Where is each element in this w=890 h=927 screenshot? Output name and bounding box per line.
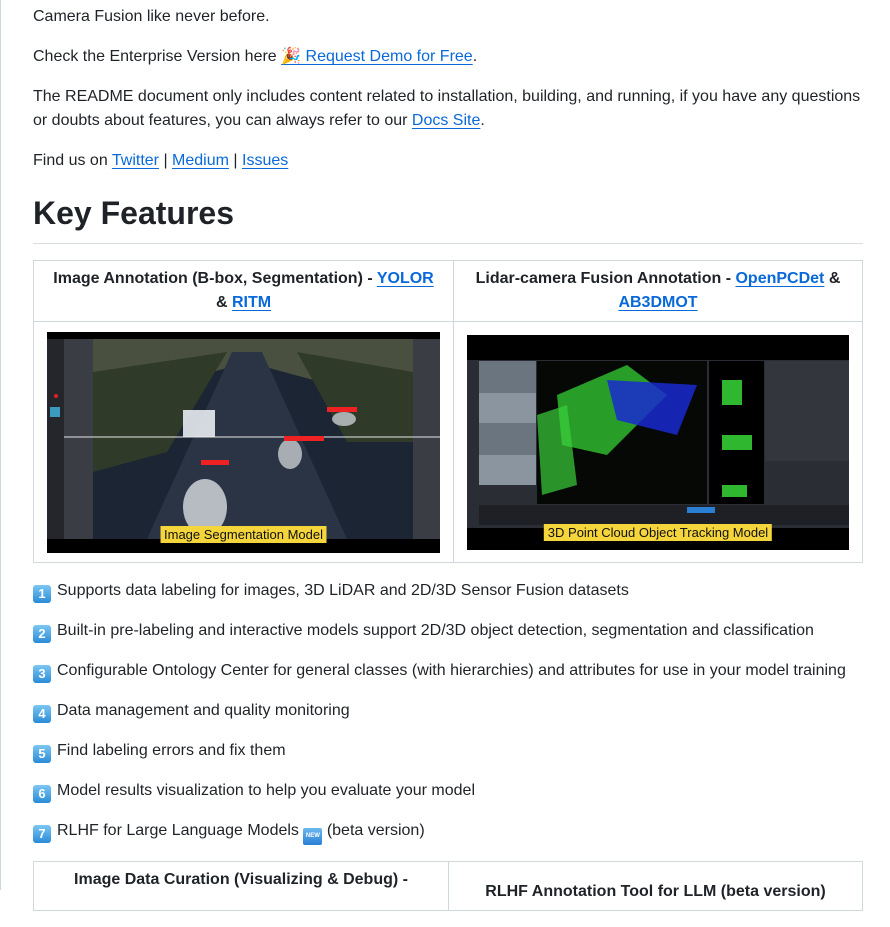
keycap-4-icon: 4 [33, 705, 51, 723]
medium-link[interactable]: Medium [172, 152, 229, 169]
image-segmentation-demo-gif[interactable] [47, 332, 440, 553]
keycap-7-icon: 7 [33, 825, 51, 843]
lidar-fusion-header: Lidar-camera Fusion Annotation - OpenPCDet & AB3DMOT [454, 261, 863, 322]
point-cloud-tracking-demo-gif[interactable] [467, 335, 849, 550]
rlhf-annotation-header: RLHF Annotation Tool for LLM (beta version) [449, 862, 863, 911]
intro-text: Camera Fusion like never before. [33, 8, 270, 25]
party-popper-icon: 🎉 [281, 48, 302, 65]
ritm-link[interactable]: RITM [231, 294, 272, 311]
keycap-2-icon: 2 [33, 625, 51, 643]
image-segmentation-caption: Image Segmentation Model [160, 526, 327, 543]
features-demo-table-2 [33, 861, 863, 911]
find-us-paragraph: Find us on Twitter | Medium | Issues [33, 152, 289, 169]
feature-item: 5 Find labeling errors and fix them [33, 739, 863, 763]
feature-item: 2 Built-in pre-labeling and interactive models support 2D/3D object detection, segmentation and classification [33, 619, 863, 643]
readme-content [33, 0, 863, 927]
features-demo-table [33, 260, 863, 563]
key-features-heading: Key Features [33, 193, 863, 244]
feature-item: 6 Model results visualization to help you evaluate your model [33, 779, 863, 803]
enterprise-paragraph: Check the Enterprise Version here 🎉 Request Demo for Free. [33, 48, 478, 65]
ab3dmot-link[interactable]: AB3DMOT [618, 294, 698, 311]
enterprise-text: Check the Enterprise Version here [33, 48, 282, 65]
yolor-link[interactable]: YOLOR [376, 270, 434, 287]
openpcdet-link[interactable]: OpenPCDet [735, 270, 825, 287]
issues-link[interactable]: Issues [242, 152, 289, 169]
keycap-3-icon: 3 [33, 665, 51, 683]
keycap-6-icon: 6 [33, 785, 51, 803]
readme-paragraph: The README document only includes content related to installation, building, and running, if you have any questions or doubts about features, you can always refer to our Docs Site. [33, 88, 861, 129]
segmentation-demo-cell [34, 322, 454, 563]
docs-site-link[interactable]: Docs Site [411, 112, 481, 129]
twitter-link[interactable]: Twitter [111, 152, 159, 169]
image-annotation-header: Image Annotation (B-box, Segmentation) - YOLOR & RITM [34, 261, 454, 322]
feature-item: 3 Configurable Ontology Center for general classes (with hierarchies) and attributes for use in your model training [33, 659, 863, 683]
feature-item: 4 Data management and quality monitoring [33, 699, 863, 723]
keycap-5-icon: 5 [33, 745, 51, 763]
new-badge-icon: NEW [303, 828, 322, 845]
feature-list [33, 579, 863, 845]
page-left-border [0, 0, 1, 890]
point-cloud-demo-cell [454, 322, 863, 563]
request-demo-link[interactable]: 🎉 Request Demo for Free [281, 48, 473, 65]
keycap-1-icon: 1 [33, 585, 51, 603]
image-data-curation-header: Image Data Curation (Visualizing & Debug) - [34, 862, 449, 911]
feature-item: 7 RLHF for Large Language Models NEW (beta version) [33, 819, 863, 845]
point-cloud-caption: 3D Point Cloud Object Tracking Model [544, 524, 772, 541]
feature-item: 1 Supports data labeling for images, 3D LiDAR and 2D/3D Sensor Fusion datasets [33, 579, 863, 603]
intro-paragraph [33, 5, 863, 29]
